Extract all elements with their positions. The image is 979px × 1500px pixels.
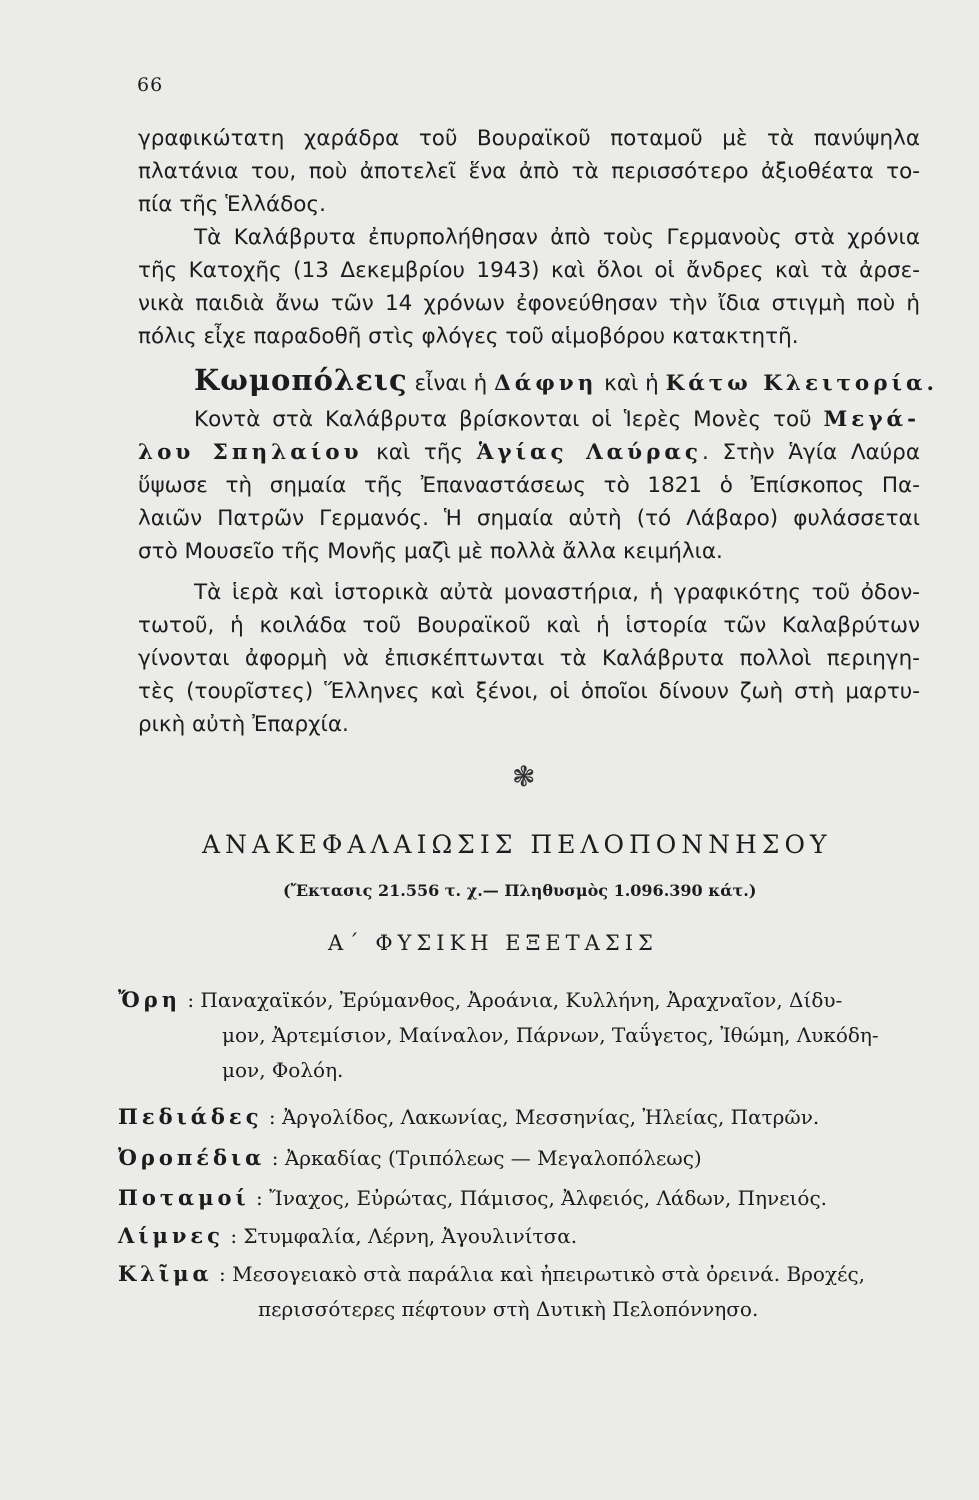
entry-label: Ὀροπέδια — [118, 1145, 266, 1170]
monastery-agia-lavra: Ἁγίας Λαύρας — [476, 440, 703, 465]
entry-ori — [118, 982, 879, 1088]
text-line — [138, 436, 920, 469]
text-line: τῆς Κατοχῆς (13 Δεκεμβρίου 1943) καὶ ὅλοι οἱ ἄνδρες καὶ τὰ ἀρσε- — [138, 258, 920, 283]
entry-oropedia — [118, 1140, 702, 1176]
text-line: τὲς (τουρῖστες) Ἕλληνες καὶ ξένοι, οἱ ὁποῖοι δίνουν ζωὴ στὴ μαρτυ- — [138, 679, 920, 704]
text-line: πλατάνια του, ποὺ ἀποτελεῖ ἕνα ἀπὸ τὰ περισσότερο ἀξιοθέατα το- — [138, 159, 920, 184]
monastery-mega-spilaio-cont: λου Σπηλαίου — [138, 440, 363, 465]
place-dafni: Δάφνη — [494, 371, 598, 396]
entry-text: : Ἀργολίδος, Λακωνίας, Μεσσηνίας, Ἠλείας, Πατρῶν. — [268, 1105, 820, 1129]
text-line: ὕψωσε τὴ σημαία τῆς Ἐπαναστάσεως τὸ 1821 ὁ Ἐπίσκοπος Πα- — [138, 473, 920, 498]
section-title: Α΄ ΦΥΣΙΚΗ ΕΞΕΤΑΣΙΣ — [328, 931, 658, 955]
entry-text: : Ἀρκαδίας (Τριπόλεως — Μεγαλοπόλεως) — [271, 1146, 702, 1170]
text-line: γραφικώτατη χαράδρα τοῦ Βουραϊκοῦ ποταμοῦ μὲ τὰ πανύψηλα — [138, 126, 920, 151]
paragraph-3 — [138, 361, 939, 568]
ornament-icon: ❃ — [512, 760, 536, 793]
entry-text: : Στυμφαλία, Λέρνη, Ἀγουλινίτσα. — [230, 1224, 578, 1248]
text-line: ρικὴ αὐτὴ Ἐπαρχία. — [138, 712, 349, 737]
inline-text: Κοντὰ στὰ Καλάβρυτα βρίσκονται οἱ Ἱερὲς Μονὲς τοῦ — [194, 407, 824, 432]
text-line: τωτοῦ, ἡ κοιλάδα τοῦ Βουραϊκοῦ καὶ ἡ ἱστορία τῶν Καλαβρύτων — [138, 613, 920, 638]
inline-text: . Στὴν Ἁγία Λαύρα — [702, 440, 920, 465]
text-line: Τὰ ἱερὰ καὶ ἱστορικὰ αὐτὰ μοναστήρια, ἡ γραφικότης τοῦ ὀδον- — [194, 580, 920, 605]
entry-potamoi — [118, 1180, 827, 1216]
entry-text: : Ἴναχος, Εὐρώτας, Πάμισος, Ἀλφειός, Λάδων, Πηνειός. — [256, 1186, 827, 1210]
inline-text: καὶ τῆς — [362, 440, 477, 465]
paragraph-2 — [138, 221, 920, 353]
text-line: λαιῶν Πατρῶν Γερμανός. Ἡ σημαία αὐτὴ (τό Λάβαρο) φυλάσσεται — [138, 506, 920, 531]
text-line: στὸ Μουσεῖο τῆς Μονῆς μαζὶ μὲ πολλὰ ἄλλα κειμήλια. — [138, 539, 723, 564]
text-line: πία τῆς Ἑλλάδος. — [138, 192, 326, 217]
paragraph-1 — [138, 122, 920, 221]
entry-klima — [118, 1256, 865, 1327]
text-line — [138, 403, 920, 436]
entry-text: : Παναχαϊκόν, Ἐρύμανθος, Ἀροάνια, Κυλλήνη, Ἀραχναῖον, Δίδυ- — [187, 988, 843, 1012]
text-line: πόλις εἶχε παραδοθῆ στὶς φλόγες τοῦ αἱμοβόρου κατακτητῆ. — [138, 324, 799, 349]
paragraph-4 — [138, 576, 920, 741]
inline-text: εἶναι ἡ — [407, 371, 495, 396]
page-number: 66 — [137, 74, 164, 96]
entry-label: Πεδιάδες — [118, 1104, 263, 1129]
place-kato-kleitoria: Κάτω Κλειτορία. — [665, 371, 939, 396]
entry-label: Ὄρη — [118, 987, 181, 1012]
text-line: γίνονται ἀφορμὴ νὰ ἐπισκέπτωνται τὰ Καλάβρυτα πολλοὶ περιηγη- — [138, 646, 920, 671]
entry-label: Λίμνες — [118, 1223, 224, 1248]
entry-text: : Μεσογειακὸ στὰ παράλια καὶ ἠπειρωτικὸ στὰ ὀρεινά. Βροχές, — [219, 1262, 865, 1286]
entry-label: Ποταμοί — [118, 1185, 250, 1210]
inline-text: καὶ ἡ — [597, 371, 666, 396]
summary-subtitle: (Ἔκτασις 21.556 τ. χ.— Πληθυσμὸς 1.096.390 κάτ.) — [283, 881, 757, 900]
entry-pediades — [118, 1099, 819, 1135]
entry-label: Κλῖμα — [118, 1261, 213, 1286]
entry-text-cont: μον, Φολόη. — [222, 1058, 344, 1082]
heading-komopoleis: Κωμοπόλεις — [194, 363, 408, 397]
entry-text-cont: περισσότερες πέφτουν στὴ Δυτικὴ Πελοπόννησο. — [258, 1297, 759, 1321]
monastery-mega-spilaio: Μεγά- — [823, 407, 920, 432]
body-text — [138, 122, 939, 741]
text-line — [138, 361, 939, 403]
entry-text-cont: μον, Ἀρτεμίσιον, Μαίναλον, Πάρνων, Ταΰγετος, Ἰθώμη, Λυκόδη- — [222, 1023, 879, 1047]
text-line: νικὰ παιδιὰ ἄνω τῶν 14 χρόνων ἐφονεύθησαν τὴν ἴδια στιγμὴ ποὺ ἡ — [138, 291, 920, 316]
entry-limnes — [118, 1218, 577, 1254]
text-line: Τὰ Καλάβρυτα ἐπυρπολήθησαν ἀπὸ τοὺς Γερμανοὺς στὰ χρόνια — [194, 225, 920, 250]
summary-title: ΑΝΑΚΕΦΑΛΑΙΩΣΙΣ ΠΕΛΟΠΟΝΝΗΣΟΥ — [202, 830, 832, 859]
